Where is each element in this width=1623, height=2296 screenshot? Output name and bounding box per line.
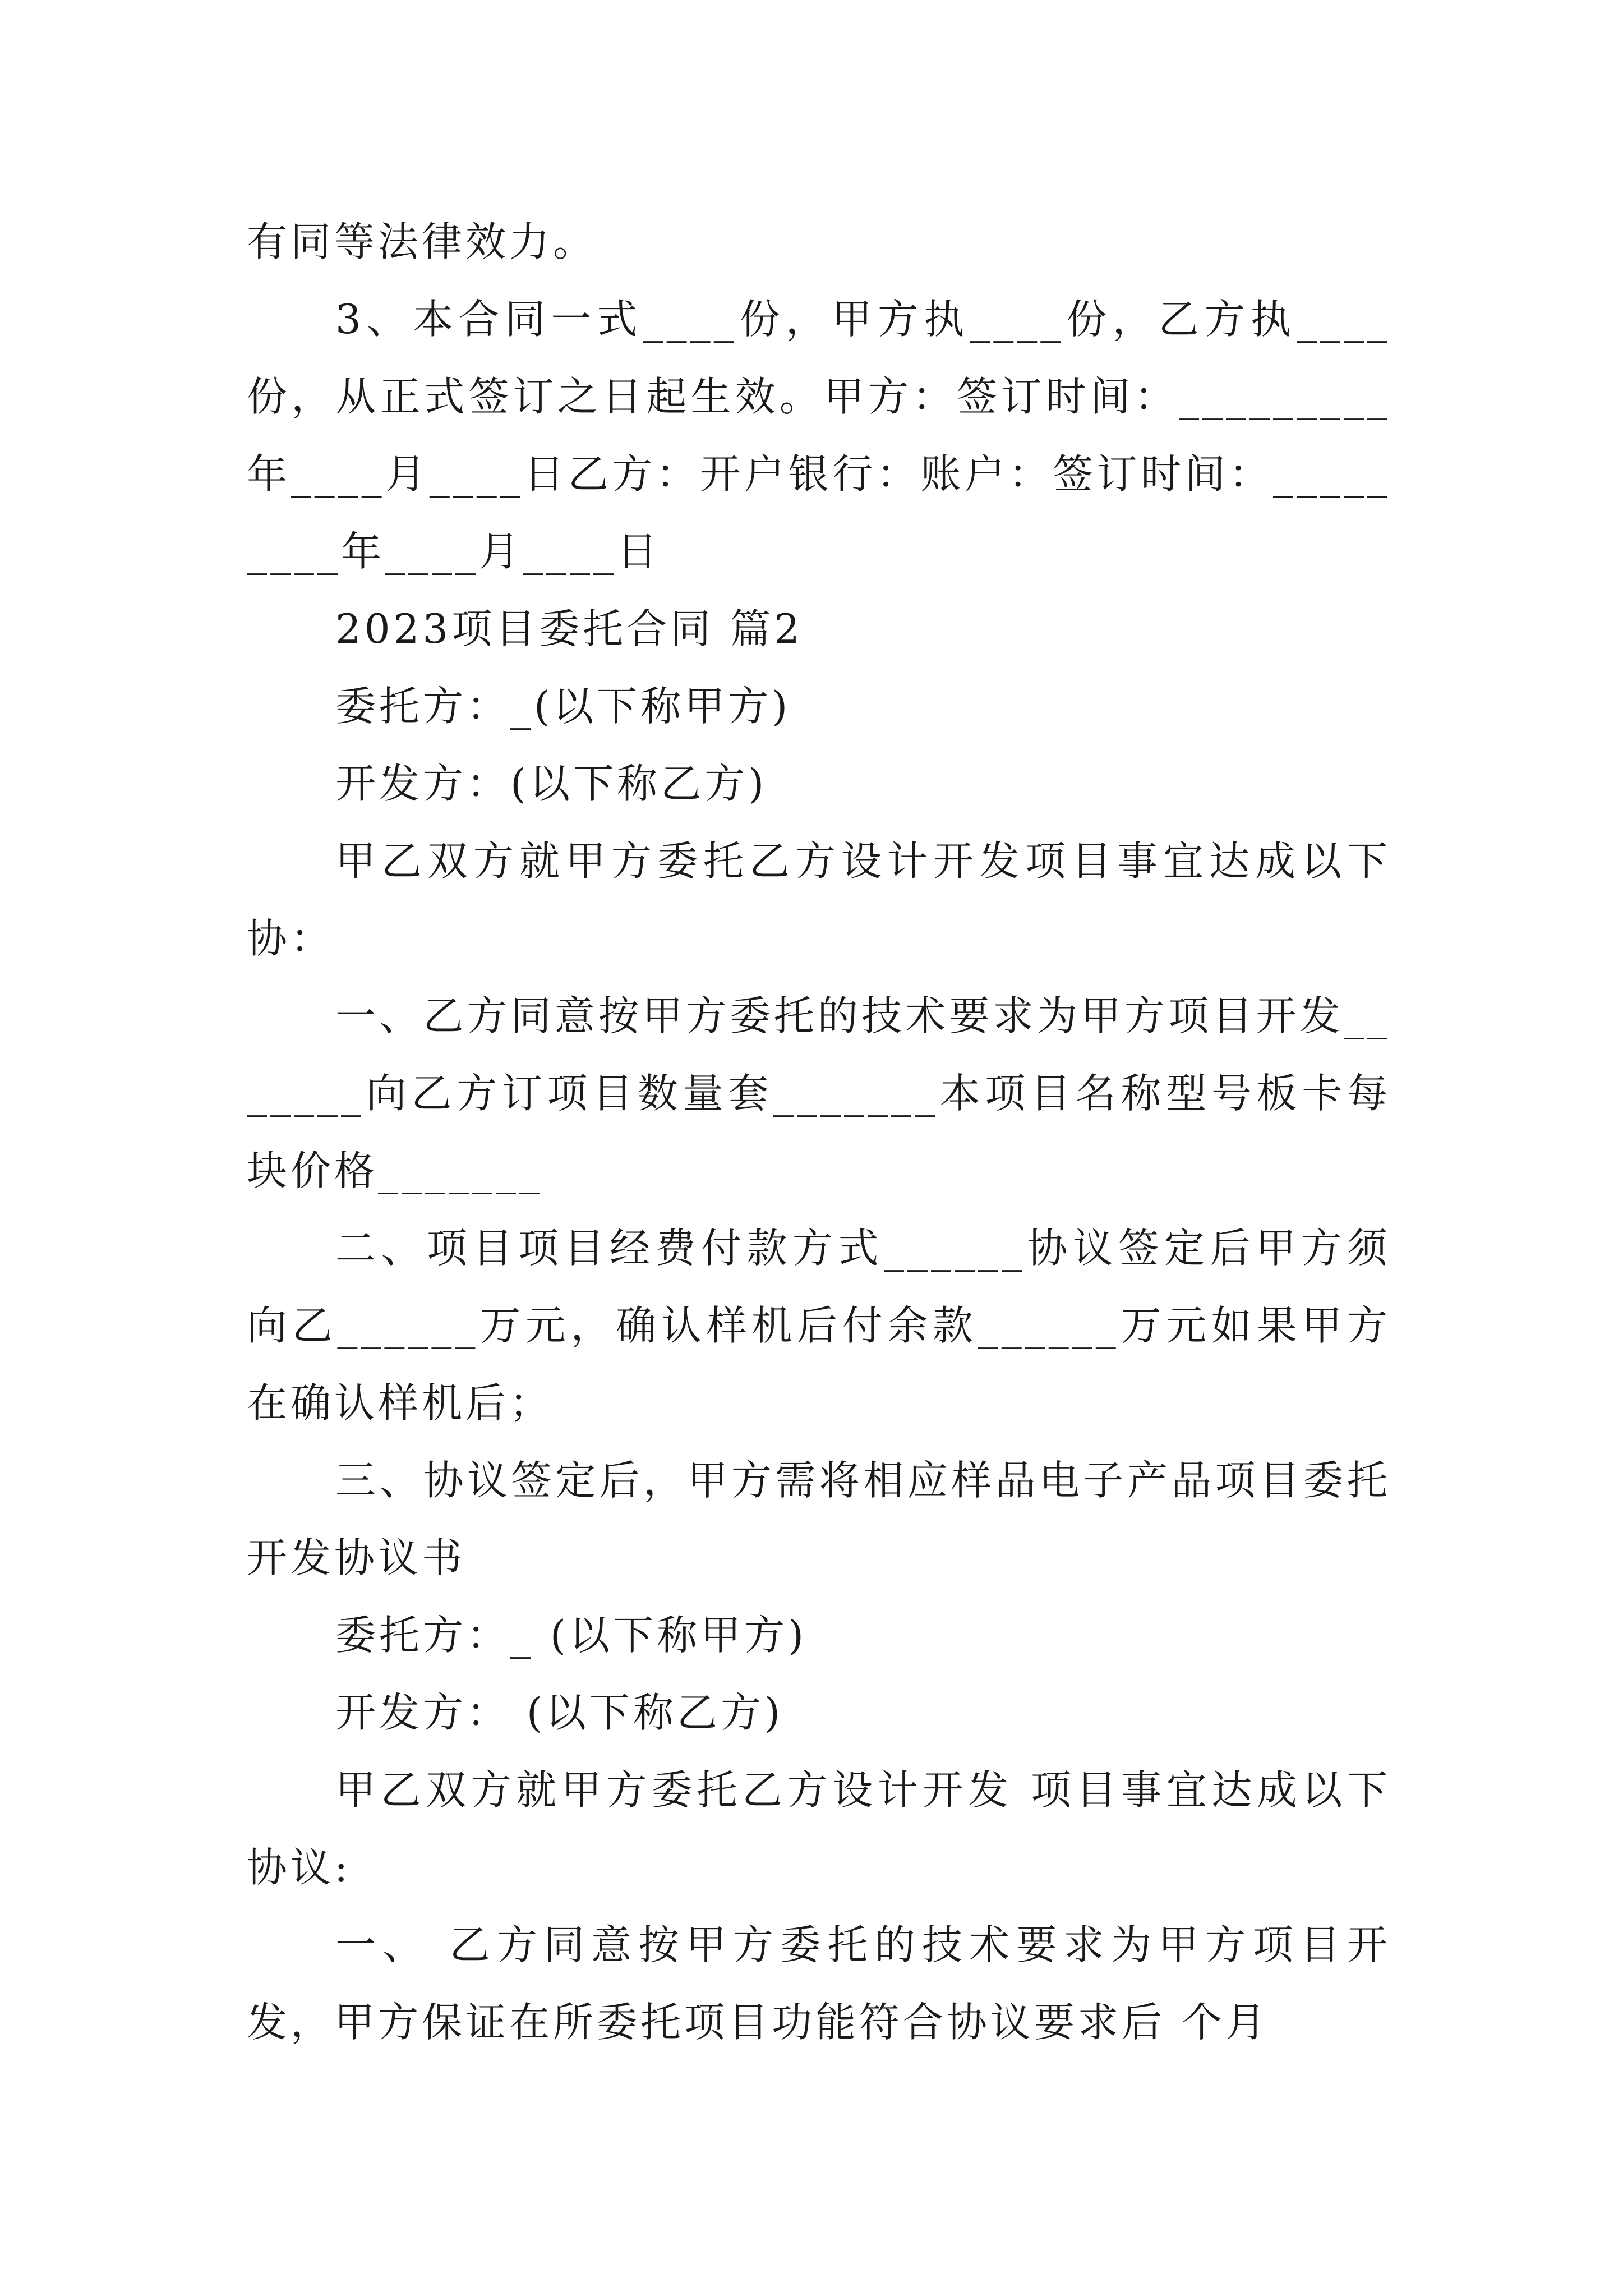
paragraph-12: 甲乙双方就甲方委托乙方设计开发 项目事宜达成以下协议: <box>247 1766 1391 1891</box>
paragraph-13: 一、 乙方同意按甲方委托的技术要求为甲方项目开发，甲方保证在所委托项目功能符合协议要求后 个月 <box>247 1921 1391 2046</box>
paragraph-8: 二、项目项目经费付款方式______协议签定后甲方须向乙______万元，确认样机后付余款______万元如果甲方在确认样机后； <box>247 1225 1391 1427</box>
contract-text <box>247 203 1391 2061</box>
paragraph-9: 三、协议签定后，甲方需将相应样品电子产品项目委托开发协议书 <box>247 1457 1391 1581</box>
paragraph-11: 开发方： (以下称乙方) <box>335 1689 784 1736</box>
paragraph-2: 3、本合同一式____份，甲方执____份，乙方执____份，从正式签订之日起生效。甲方：签订时间：_________年____月____日乙方：开户银行：账户：签订时间：_________年____月____日 <box>247 296 1391 575</box>
paragraph-5: 开发方：(以下称乙方) <box>335 760 768 807</box>
paragraph-10: 委托方：_ (以下称甲方) <box>335 1612 808 1659</box>
paragraph-1: 有同等法律效力。 <box>247 218 597 265</box>
paragraph-6: 甲乙双方就甲方委托乙方设计开发项目事宜达成以下协： <box>247 838 1391 962</box>
section-heading: 2023项目委托合同 篇2 <box>335 605 803 652</box>
paragraph-7: 一、乙方同意按甲方委托的技术要求为甲方项目开发_______向乙方订项目数量套_______本项目名称型号板卡每块价格_______ <box>247 992 1391 1194</box>
paragraph-4: 委托方：_(以下称甲方) <box>335 683 791 730</box>
